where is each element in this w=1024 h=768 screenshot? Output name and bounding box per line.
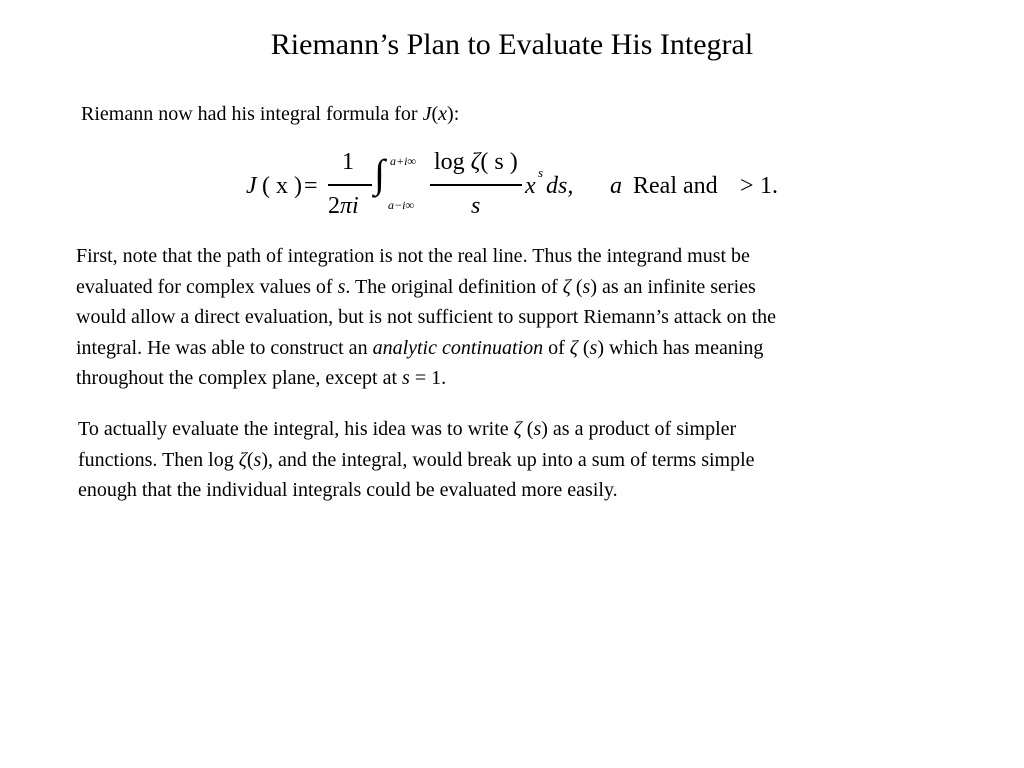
text-line: would allow a direct evaluation, but is not sufficient to support Riemann’s attack on the: [76, 306, 777, 328]
paragraph-path-of-integration: [76, 241, 776, 394]
integrand-denominator: s: [471, 193, 481, 219]
upper-limit: a+i∞: [390, 154, 416, 168]
integrand-numerator: log ζ( s ): [434, 149, 518, 175]
coefficient-numerator: 1: [342, 149, 354, 175]
lhs-function: J: [246, 173, 257, 199]
text-line: functions. Then log ζ(s), and the integral, would break up into a sum of terms simple: [78, 448, 755, 471]
coefficient-fraction-bar: [328, 184, 372, 186]
integral-formula: [240, 144, 800, 224]
text-line: integral. He was able to construct an analytic continuation of ζ (s) which has meaning: [76, 336, 764, 359]
condition-greater-than: >: [740, 173, 754, 199]
text-line: First, note that the path of integration is not the real line. Thus the integrand must be: [76, 245, 750, 267]
equals-sign: =: [304, 173, 318, 199]
condition-variable: a: [610, 173, 622, 199]
text-line: throughout the complex plane, except at s = 1.: [76, 367, 447, 389]
text-line: To actually evaluate the integral, his idea was to write ζ (s) as a product of simpler: [78, 418, 737, 440]
intro-line: Riemann now had his integral formula for J(x):: [81, 103, 460, 125]
condition-value: 1.: [760, 173, 778, 199]
lower-limit: a−i∞: [388, 198, 414, 212]
differential: ds,: [546, 173, 574, 199]
paragraph-evaluate-integral: [78, 414, 755, 506]
condition-text: Real and: [633, 173, 718, 199]
coefficient-denominator: 2πi: [328, 193, 359, 219]
integral-sign: ∫: [374, 151, 385, 196]
text-line: evaluated for complex values of s. The original definition of ζ (s) as an infinite series: [76, 275, 756, 298]
power-base: x: [525, 173, 536, 199]
text-line: enough that the individual integrals could be evaluated more easily.: [78, 479, 618, 501]
slide-title: Riemann’s Plan to Evaluate His Integral: [270, 28, 754, 61]
integrand-fraction-bar: [430, 184, 522, 186]
lhs-argument: ( x ): [262, 173, 302, 199]
power-exponent: s: [538, 165, 544, 180]
